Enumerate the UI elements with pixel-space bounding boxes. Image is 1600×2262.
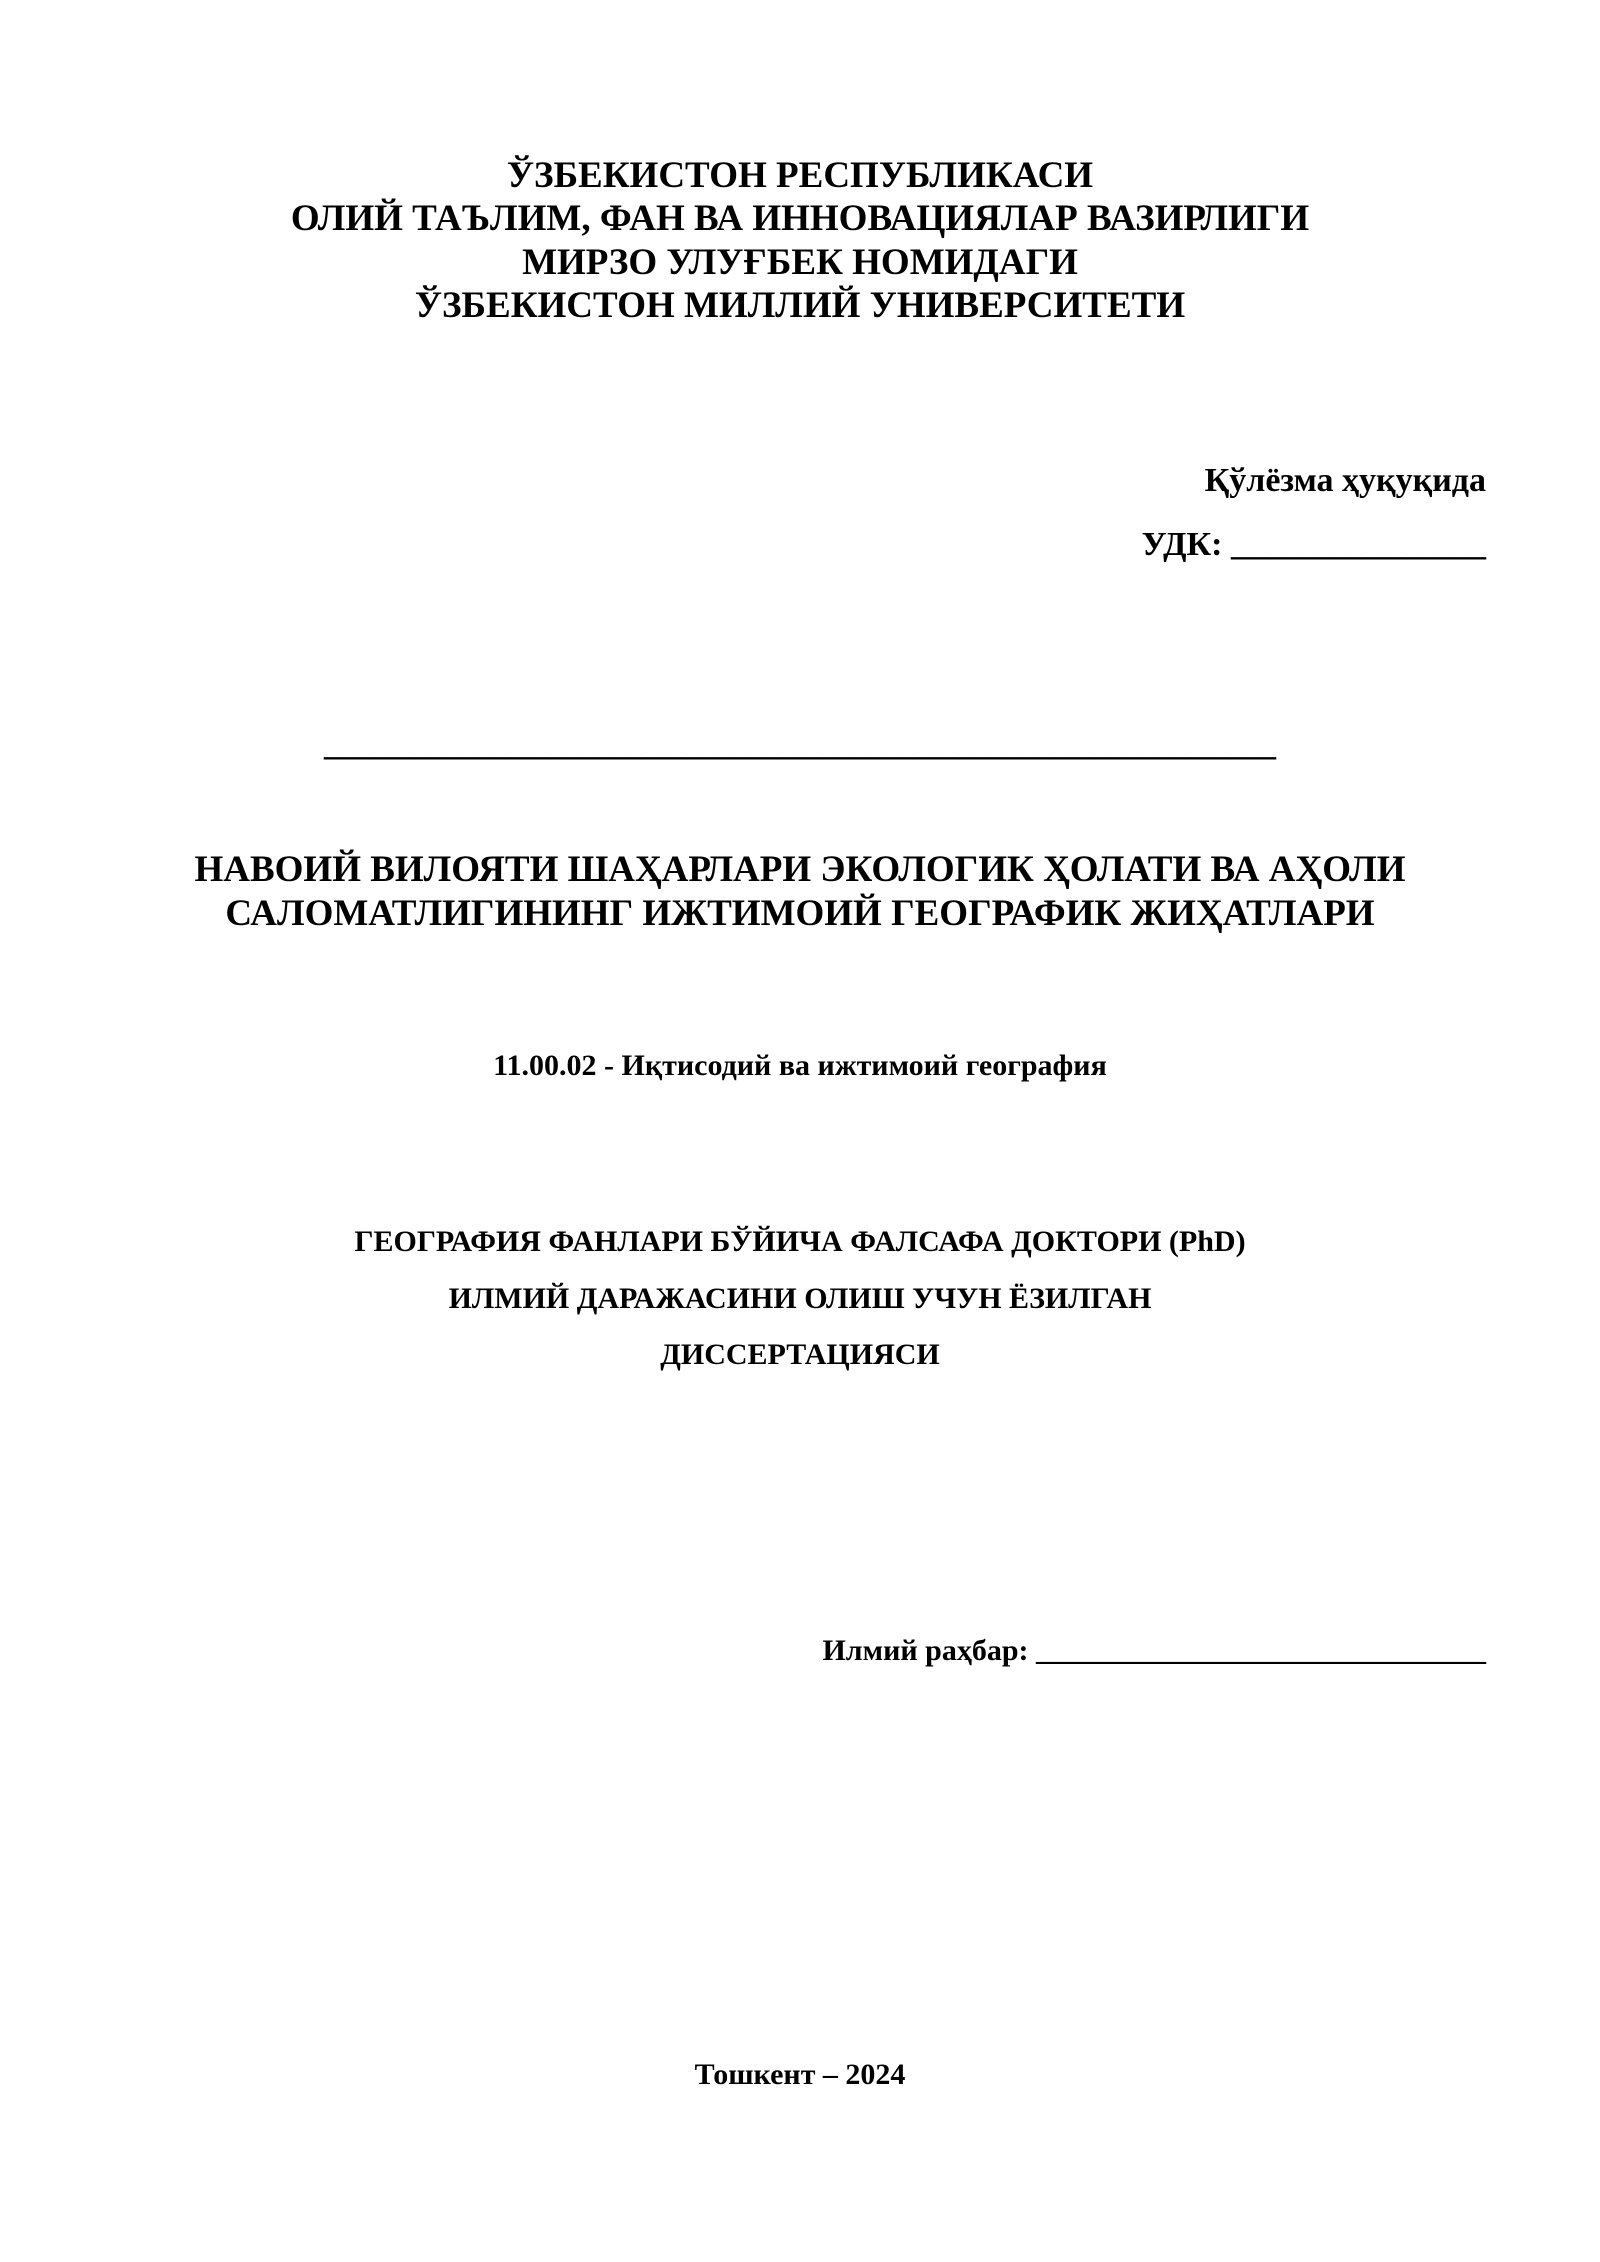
institution-line-ministry: ОЛИЙ ТАЪЛИМ, ФАН ВА ИННОВАЦИЯЛАР ВАЗИРЛИГИ xyxy=(290,198,1310,239)
supervisor-line: Илмий раҳбар: ______________________________ xyxy=(822,1634,1486,1667)
institution-line-country: ЎЗБЕКИСТОН РЕСПУБЛИКАСИ xyxy=(506,155,1094,196)
degree-line-1: ГЕОГРАФИЯ ФАНЛАРИ БЎЙИЧА ФАЛСАФА ДОКТОРИ (PhD) xyxy=(354,1225,1246,1258)
thesis-title-line-2: САЛОМАТЛИГИНИНГ ИЖТИМОИЙ ГЕОГРАФИК ЖИҲАТЛАРИ xyxy=(225,893,1375,934)
specialty-code: 11.00.02 - Иқтисодий ва ижтимоий география xyxy=(493,1049,1107,1082)
place-year: Тошкент – 2024 xyxy=(694,2058,906,2091)
degree-line-3: ДИССЕРТАЦИЯСИ xyxy=(660,1338,940,1371)
thesis-title-line-1: НАВОИЙ ВИЛОЯТИ ШАҲАРЛАРИ ЭКОЛОГИК ҲОЛАТИ ВА АҲОЛИ xyxy=(194,849,1406,890)
degree-line-2: ИЛМИЙ ДАРАЖАСИНИ ОЛИШ УЧУН ЁЗИЛГАН xyxy=(448,1282,1152,1315)
institution-line-university: ЎЗБЕКИСТОН МИЛЛИЙ УНИВЕРСИТЕТИ xyxy=(414,285,1186,326)
udk-line: УДК: _______________ xyxy=(1141,526,1486,563)
manuscript-note: Қўлёзма ҳуқуқида xyxy=(1204,462,1486,499)
institution-line-named-after: МИРЗО УЛУҒБЕК НОМИДАГИ xyxy=(522,242,1078,283)
author-name-line: ________________________________________________________ xyxy=(324,726,1276,763)
